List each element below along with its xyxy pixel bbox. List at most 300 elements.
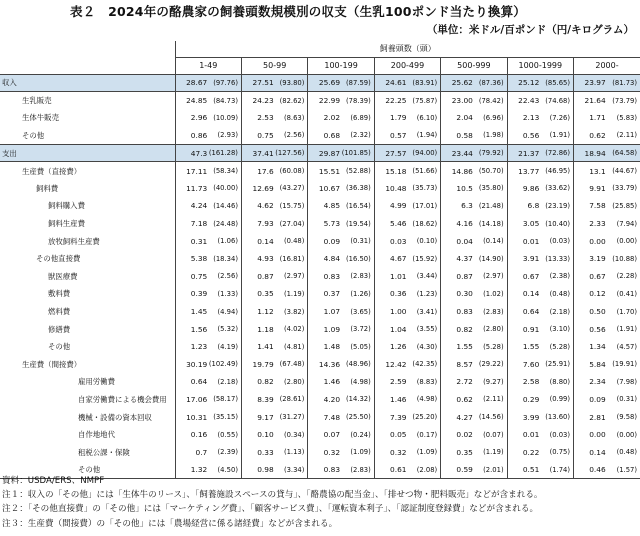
value-jpy: (2.80) bbox=[283, 377, 305, 386]
value-jpy: (4.94) bbox=[217, 307, 238, 316]
value-jpy: (35.80) bbox=[478, 184, 504, 193]
value-usd: 0.68 bbox=[308, 127, 341, 145]
value-jpy: (1.94) bbox=[416, 131, 438, 140]
value-jpy: (13.60) bbox=[545, 413, 570, 422]
value-jpy: (2.83) bbox=[341, 461, 374, 479]
row-label: 支出 bbox=[0, 144, 175, 162]
value-usd: 0.09 bbox=[308, 232, 341, 250]
table-row bbox=[0, 232, 640, 250]
value-usd: 10.67 bbox=[308, 180, 341, 198]
value-usd: 7.39 bbox=[374, 408, 407, 426]
row-label: 燃料費 bbox=[0, 303, 175, 321]
section-row bbox=[0, 74, 640, 92]
value-usd: 27.57 bbox=[374, 144, 407, 162]
value-usd: 24.85 bbox=[175, 92, 208, 110]
value-usd: 25.62 bbox=[441, 74, 474, 92]
value-jpy: (84.73) bbox=[213, 96, 238, 105]
notes bbox=[2, 474, 543, 531]
value-jpy: (102.49) bbox=[208, 360, 238, 369]
value-usd: 0.33 bbox=[241, 443, 274, 461]
value-usd: 6.8 bbox=[507, 197, 540, 215]
value-usd: 0.67 bbox=[574, 268, 607, 286]
value-jpy: (35.73) bbox=[412, 184, 438, 193]
value-jpy: (16.81) bbox=[279, 254, 305, 263]
row-label: 生体牛販売 bbox=[0, 109, 175, 127]
value-usd: 0.87 bbox=[241, 268, 274, 286]
value-usd: 27.51 bbox=[241, 74, 274, 92]
value-usd: 17.06 bbox=[175, 391, 208, 409]
value-usd: 0.56 bbox=[507, 127, 540, 145]
value-usd: 0.02 bbox=[441, 426, 474, 444]
value-jpy: (4.19) bbox=[217, 342, 238, 351]
value-jpy: (0.00) bbox=[616, 430, 637, 439]
row-label: 生産費（直接費） bbox=[0, 162, 175, 180]
value-jpy: (46.95) bbox=[545, 167, 570, 176]
value-usd: 4.85 bbox=[308, 197, 341, 215]
value-jpy: (1.74) bbox=[540, 461, 573, 479]
value-usd: 0.57 bbox=[374, 127, 407, 145]
value-jpy: (1.19) bbox=[283, 289, 305, 298]
row-label: 飼料費 bbox=[0, 180, 175, 198]
row-label: 収入 bbox=[0, 74, 175, 92]
value-jpy: (5.32) bbox=[217, 325, 238, 334]
value-usd: 0.03 bbox=[374, 232, 407, 250]
range-header: 500-999 bbox=[441, 57, 507, 74]
range-header: 2000- bbox=[574, 57, 640, 74]
value-usd: 0.00 bbox=[574, 232, 607, 250]
value-jpy: (1.26) bbox=[350, 289, 371, 298]
value-jpy: (14.56) bbox=[478, 413, 504, 422]
value-jpy: (2.08) bbox=[407, 461, 440, 479]
row-label: その他 bbox=[0, 461, 175, 479]
value-usd: 1.23 bbox=[175, 338, 208, 356]
note-source: 資料：USDA/ERS、NMPF bbox=[2, 476, 105, 486]
row-label: 獣医療費 bbox=[0, 268, 175, 286]
value-usd: 0.22 bbox=[507, 443, 540, 461]
value-usd: 1.18 bbox=[241, 320, 274, 338]
value-jpy: (2.11) bbox=[616, 131, 637, 140]
value-jpy: (14.46) bbox=[213, 201, 238, 210]
value-jpy: (1.98) bbox=[483, 131, 504, 140]
value-usd: 8.39 bbox=[241, 391, 274, 409]
value-usd: 0.64 bbox=[507, 303, 540, 321]
value-usd: 1.71 bbox=[574, 109, 607, 127]
row-label: 機械・設備の資本回収 bbox=[0, 408, 175, 426]
value-usd: 0.82 bbox=[241, 373, 274, 391]
value-usd: 21.37 bbox=[507, 144, 540, 162]
value-usd: 0.35 bbox=[441, 443, 474, 461]
value-usd: 0.32 bbox=[308, 443, 341, 461]
cost-income-table bbox=[0, 41, 640, 479]
value-usd: 4.37 bbox=[441, 250, 474, 268]
group-header: 飼養頭数（頭） bbox=[175, 41, 640, 57]
value-usd: 0.46 bbox=[574, 461, 607, 479]
value-usd: 3.91 bbox=[507, 250, 540, 268]
value-jpy: (2.97) bbox=[283, 272, 305, 281]
value-jpy: (2.11) bbox=[483, 395, 504, 404]
value-jpy: (10.88) bbox=[612, 254, 637, 263]
value-usd: 0.82 bbox=[441, 320, 474, 338]
note-1: 注１：収入の「その他」には「生体牛のリース」、「飼養施設スペースの貸与」、「酪農協の配当金」、「排せつ物・肥料販売」などが含まれる。 bbox=[2, 490, 543, 501]
value-jpy: (1.91) bbox=[549, 131, 570, 140]
value-usd: 0.14 bbox=[574, 443, 607, 461]
value-jpy: (7.26) bbox=[549, 113, 570, 122]
value-usd: 0.83 bbox=[441, 303, 474, 321]
value-usd: 0.04 bbox=[441, 232, 474, 250]
value-usd: 13.1 bbox=[574, 162, 607, 180]
value-usd: 0.01 bbox=[507, 232, 540, 250]
value-jpy: (40.00) bbox=[213, 184, 238, 193]
value-usd: 13.77 bbox=[507, 162, 540, 180]
value-jpy: (73.79) bbox=[612, 96, 637, 105]
value-usd: 1.48 bbox=[308, 338, 341, 356]
value-jpy: (85.65) bbox=[540, 74, 573, 92]
value-usd: 28.67 bbox=[175, 74, 208, 92]
value-jpy: (25.20) bbox=[412, 413, 438, 422]
header-corner-bottom bbox=[0, 57, 175, 74]
table-row bbox=[0, 197, 640, 215]
value-usd: 0.59 bbox=[441, 461, 474, 479]
value-jpy: (18.34) bbox=[213, 254, 238, 263]
table-row bbox=[0, 408, 640, 426]
value-usd: 2.58 bbox=[507, 373, 540, 391]
value-usd: 2.04 bbox=[441, 109, 474, 127]
value-jpy: (36.38) bbox=[346, 184, 371, 193]
value-usd: 0.91 bbox=[507, 320, 540, 338]
value-jpy: (4.50) bbox=[208, 461, 241, 479]
value-usd: 18.94 bbox=[574, 144, 607, 162]
value-usd: 2.34 bbox=[574, 373, 607, 391]
value-jpy: (2.93) bbox=[217, 131, 238, 140]
section-row bbox=[0, 144, 640, 162]
value-usd: 1.45 bbox=[175, 303, 208, 321]
value-usd: 22.25 bbox=[374, 92, 407, 110]
value-jpy: (1.13) bbox=[283, 448, 305, 457]
value-jpy: (48.96) bbox=[346, 360, 371, 369]
value-jpy: (0.07) bbox=[483, 430, 504, 439]
value-jpy: (1.70) bbox=[616, 307, 637, 316]
value-jpy: (27.04) bbox=[279, 219, 305, 228]
value-jpy: (0.48) bbox=[616, 448, 637, 457]
value-usd: 1.07 bbox=[308, 303, 341, 321]
value-usd: 4.67 bbox=[374, 250, 407, 268]
value-usd: 2.81 bbox=[574, 408, 607, 426]
value-usd: 2.59 bbox=[374, 373, 407, 391]
row-label: その他直接費 bbox=[0, 250, 175, 268]
value-jpy: (42.35) bbox=[412, 360, 438, 369]
value-jpy: (60.08) bbox=[279, 167, 305, 176]
value-jpy: (87.36) bbox=[474, 74, 507, 92]
value-jpy: (127.56) bbox=[275, 144, 308, 162]
row-label: 生産費（間接費） bbox=[0, 356, 175, 374]
row-label: 飼料購入費 bbox=[0, 197, 175, 215]
value-jpy: (2.83) bbox=[483, 307, 504, 316]
table-row bbox=[0, 303, 640, 321]
value-jpy: (4.98) bbox=[416, 395, 438, 404]
value-jpy: (2.56) bbox=[283, 131, 305, 140]
value-usd: 1.55 bbox=[441, 338, 474, 356]
value-jpy: (78.42) bbox=[478, 96, 504, 105]
value-jpy: (4.02) bbox=[283, 325, 305, 334]
value-jpy: (0.34) bbox=[283, 430, 305, 439]
value-usd: 0.83 bbox=[308, 461, 341, 479]
value-usd: 2.33 bbox=[574, 215, 607, 233]
value-usd: 0.87 bbox=[441, 268, 474, 286]
value-jpy: (8.83) bbox=[416, 377, 438, 386]
value-usd: 1.79 bbox=[374, 109, 407, 127]
table-row bbox=[0, 320, 640, 338]
table-body bbox=[0, 74, 640, 479]
value-usd: 14.86 bbox=[441, 162, 474, 180]
table-row bbox=[0, 162, 640, 180]
value-usd: 0.09 bbox=[574, 391, 607, 409]
value-jpy: (18.62) bbox=[412, 219, 438, 228]
value-usd: 8.57 bbox=[441, 356, 474, 374]
value-jpy: (1.23) bbox=[416, 289, 438, 298]
value-jpy: (16.50) bbox=[346, 254, 371, 263]
value-jpy: (3.34) bbox=[275, 461, 308, 479]
value-jpy: (94.00) bbox=[407, 144, 440, 162]
value-jpy: (3.65) bbox=[350, 307, 371, 316]
value-usd: 0.56 bbox=[574, 320, 607, 338]
value-usd: 17.11 bbox=[175, 162, 208, 180]
value-jpy: (0.48) bbox=[283, 237, 305, 246]
value-usd: 7.93 bbox=[241, 215, 274, 233]
value-jpy: (0.31) bbox=[350, 237, 371, 246]
value-usd: 0.07 bbox=[308, 426, 341, 444]
value-jpy: (19.54) bbox=[346, 219, 371, 228]
value-usd: 29.87 bbox=[308, 144, 341, 162]
value-usd: 0.29 bbox=[507, 391, 540, 409]
value-jpy: (25.85) bbox=[612, 201, 637, 210]
value-jpy: (3.10) bbox=[549, 325, 570, 334]
value-jpy: (2.39) bbox=[217, 448, 238, 457]
value-jpy: (7.98) bbox=[616, 377, 637, 386]
value-jpy: (13.33) bbox=[545, 254, 570, 263]
row-label: 雇用労働費 bbox=[0, 373, 175, 391]
row-label: 生乳販売 bbox=[0, 92, 175, 110]
value-jpy: (52.88) bbox=[346, 167, 371, 176]
value-jpy: (9.58) bbox=[616, 413, 637, 422]
value-usd: 5.73 bbox=[308, 215, 341, 233]
value-usd: 37.41 bbox=[241, 144, 274, 162]
range-header: 1-49 bbox=[175, 57, 241, 74]
value-jpy: (0.10) bbox=[416, 237, 438, 246]
value-jpy: (1.09) bbox=[350, 448, 371, 457]
range-header: 200-499 bbox=[374, 57, 440, 74]
value-jpy: (0.03) bbox=[549, 430, 570, 439]
value-jpy: (33.62) bbox=[545, 184, 570, 193]
value-usd: 6.3 bbox=[441, 197, 474, 215]
value-usd: 2.96 bbox=[175, 109, 208, 127]
value-jpy: (51.66) bbox=[412, 167, 438, 176]
value-jpy: (4.30) bbox=[416, 342, 438, 351]
value-jpy: (10.40) bbox=[545, 219, 570, 228]
value-usd: 15.51 bbox=[308, 162, 341, 180]
value-usd: 9.86 bbox=[507, 180, 540, 198]
value-usd: 0.50 bbox=[574, 303, 607, 321]
row-label: 修繕費 bbox=[0, 320, 175, 338]
value-jpy: (81.73) bbox=[607, 74, 640, 92]
table-row bbox=[0, 338, 640, 356]
value-jpy: (6.10) bbox=[416, 113, 438, 122]
value-jpy: (0.31) bbox=[616, 395, 637, 404]
range-header: 50-99 bbox=[241, 57, 307, 74]
value-usd: 4.24 bbox=[175, 197, 208, 215]
range-header: 1000-1999 bbox=[507, 57, 573, 74]
value-usd: 0.10 bbox=[241, 426, 274, 444]
row-label: 租税公課・保険 bbox=[0, 443, 175, 461]
value-jpy: (6.89) bbox=[350, 113, 371, 122]
value-jpy: (97.76) bbox=[208, 74, 241, 92]
value-usd: 0.35 bbox=[241, 285, 274, 303]
value-usd: 4.84 bbox=[308, 250, 341, 268]
value-usd: 12.69 bbox=[241, 180, 274, 198]
value-usd: 1.56 bbox=[175, 320, 208, 338]
value-usd: 0.32 bbox=[374, 443, 407, 461]
value-jpy: (0.24) bbox=[350, 430, 371, 439]
value-usd: 0.16 bbox=[175, 426, 208, 444]
value-usd: 1.41 bbox=[241, 338, 274, 356]
value-usd: 3.05 bbox=[507, 215, 540, 233]
value-usd: 2.53 bbox=[241, 109, 274, 127]
row-label: 放牧飼料生産費 bbox=[0, 232, 175, 250]
value-jpy: (0.14) bbox=[483, 237, 504, 246]
value-usd: 1.55 bbox=[507, 338, 540, 356]
value-usd: 4.27 bbox=[441, 408, 474, 426]
value-jpy: (0.99) bbox=[549, 395, 570, 404]
value-usd: 0.30 bbox=[441, 285, 474, 303]
value-jpy: (31.27) bbox=[279, 413, 305, 422]
value-usd: 0.01 bbox=[507, 426, 540, 444]
value-jpy: (29.22) bbox=[478, 360, 504, 369]
value-usd: 5.38 bbox=[175, 250, 208, 268]
value-usd: 10.5 bbox=[441, 180, 474, 198]
table-title: 表２ 2024年の酪農家の飼養頭数規模別の収支（生乳100ポンド当たり換算） bbox=[70, 4, 526, 19]
value-usd: 0.61 bbox=[374, 461, 407, 479]
value-usd: 9.17 bbox=[241, 408, 274, 426]
value-jpy: (0.03) bbox=[549, 237, 570, 246]
value-usd: 1.12 bbox=[241, 303, 274, 321]
value-jpy: (15.92) bbox=[412, 254, 438, 263]
value-usd: 23.00 bbox=[441, 92, 474, 110]
value-jpy: (0.41) bbox=[616, 289, 637, 298]
header-corner bbox=[0, 41, 175, 57]
value-jpy: (0.75) bbox=[549, 448, 570, 457]
value-jpy: (0.00) bbox=[616, 237, 637, 246]
value-jpy: (23.19) bbox=[545, 201, 570, 210]
value-jpy: (83.91) bbox=[407, 74, 440, 92]
value-usd: 5.84 bbox=[574, 356, 607, 374]
value-usd: 0.31 bbox=[175, 232, 208, 250]
value-usd: 19.79 bbox=[241, 356, 274, 374]
value-usd: 1.32 bbox=[175, 461, 208, 479]
value-usd: 1.09 bbox=[308, 320, 341, 338]
value-jpy: (78.39) bbox=[346, 96, 371, 105]
value-usd: 7.60 bbox=[507, 356, 540, 374]
value-usd: 25.69 bbox=[308, 74, 341, 92]
value-jpy: (50.70) bbox=[478, 167, 504, 176]
value-jpy: (2.28) bbox=[616, 272, 637, 281]
table-row bbox=[0, 285, 640, 303]
value-jpy: (87.59) bbox=[341, 74, 374, 92]
value-usd: 4.99 bbox=[374, 197, 407, 215]
value-usd: 1.26 bbox=[374, 338, 407, 356]
value-jpy: (2.38) bbox=[549, 272, 570, 281]
value-jpy: (0.55) bbox=[217, 430, 238, 439]
value-usd: 3.99 bbox=[507, 408, 540, 426]
value-usd: 22.43 bbox=[507, 92, 540, 110]
value-usd: 0.12 bbox=[574, 285, 607, 303]
value-jpy: (58.17) bbox=[213, 395, 238, 404]
value-jpy: (33.79) bbox=[612, 184, 637, 193]
value-usd: 10.31 bbox=[175, 408, 208, 426]
value-jpy: (17.01) bbox=[412, 201, 438, 210]
value-usd: 5.46 bbox=[374, 215, 407, 233]
note-3: 注３：生産費（間接費）の「その他」には「農場経営に係る諸経費」などが含まれる。 bbox=[2, 518, 338, 529]
value-usd: 22.99 bbox=[308, 92, 341, 110]
value-usd: 4.62 bbox=[241, 197, 274, 215]
value-usd: 0.67 bbox=[507, 268, 540, 286]
value-jpy: (1.91) bbox=[616, 325, 637, 334]
value-usd: 17.6 bbox=[241, 162, 274, 180]
table-row bbox=[0, 127, 640, 145]
value-jpy: (4.81) bbox=[283, 342, 305, 351]
value-usd: 7.18 bbox=[175, 215, 208, 233]
value-usd: 0.14 bbox=[507, 285, 540, 303]
value-usd: 0.75 bbox=[241, 127, 274, 145]
value-usd: 3.19 bbox=[574, 250, 607, 268]
table-row bbox=[0, 268, 640, 286]
table-row bbox=[0, 391, 640, 409]
value-usd: 0.00 bbox=[574, 426, 607, 444]
value-usd: 4.20 bbox=[308, 391, 341, 409]
value-usd: 15.18 bbox=[374, 162, 407, 180]
value-usd: 0.39 bbox=[175, 285, 208, 303]
value-jpy: (14.18) bbox=[478, 219, 504, 228]
value-jpy: (74.68) bbox=[545, 96, 570, 105]
value-jpy: (1.02) bbox=[483, 289, 504, 298]
value-usd: 11.73 bbox=[175, 180, 208, 198]
value-jpy: (44.67) bbox=[612, 167, 637, 176]
value-jpy: (24.48) bbox=[213, 219, 238, 228]
row-label: 敷料費 bbox=[0, 285, 175, 303]
value-jpy: (14.90) bbox=[478, 254, 504, 263]
value-usd: 4.16 bbox=[441, 215, 474, 233]
value-usd: 10.48 bbox=[374, 180, 407, 198]
value-usd: 47.3 bbox=[175, 144, 208, 162]
table-row bbox=[0, 250, 640, 268]
value-jpy: (82.62) bbox=[279, 96, 305, 105]
value-jpy: (4.98) bbox=[350, 377, 371, 386]
value-jpy: (2.80) bbox=[483, 325, 504, 334]
value-usd: 0.75 bbox=[175, 268, 208, 286]
value-usd: 1.00 bbox=[374, 303, 407, 321]
value-usd: 7.48 bbox=[308, 408, 341, 426]
value-jpy: (0.48) bbox=[549, 289, 570, 298]
table-row bbox=[0, 373, 640, 391]
value-jpy: (58.34) bbox=[213, 167, 238, 176]
value-usd: 2.72 bbox=[441, 373, 474, 391]
value-jpy: (10.09) bbox=[213, 113, 238, 122]
value-usd: 1.46 bbox=[308, 373, 341, 391]
row-label: その他 bbox=[0, 338, 175, 356]
value-jpy: (15.75) bbox=[279, 201, 305, 210]
value-jpy: (7.94) bbox=[616, 219, 637, 228]
value-jpy: (25.50) bbox=[346, 413, 371, 422]
value-usd: 9.91 bbox=[574, 180, 607, 198]
value-jpy: (1.57) bbox=[607, 461, 640, 479]
